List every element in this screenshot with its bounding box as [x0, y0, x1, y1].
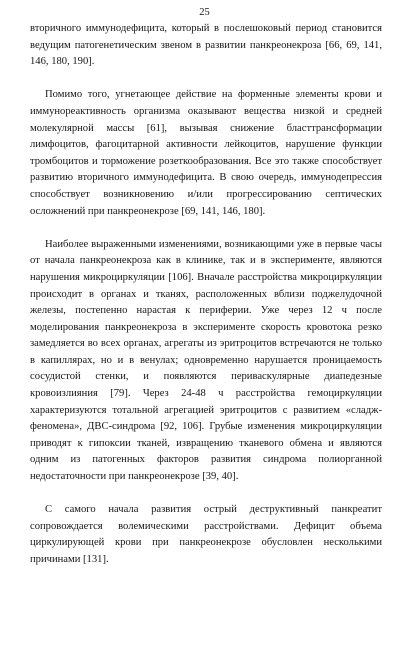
document-body [30, 21, 382, 585]
paragraph: Помимо того, угнетающее действие на форменные элементы крови и иммунореактивность организма оказывают вещества низкой и средней молекулярной массы [61], вызывая снижение бласттрансформации лимфоцитов, фагоцитарной активности лейкоцитов, нарушение функции тромбоцитов и торможение розеткообразования. Все это также способствует развитию вторичного иммунодефицита. В свою очередь, иммунодепрессия способствует возникновению и/или прогрессированию септических осложнений при панкреонекрозе [69, 141, 146, 180]. [30, 89, 382, 217]
paragraph: С самого начала развития острый деструктивный панкреатит сопровождается волемическими расстройствами. Дефицит объема циркулирующей крови при панкреонекрозе обусловлен несколькими причинами [131]. [30, 504, 382, 565]
paragraph-continuation: вторичного иммунодефицита, который в послешоковый период становится ведущим патогенетическим звеном в развитии панкреонекроза [66, 69, 141, 146, 180, 190]. [30, 23, 382, 68]
page-number: 25 [199, 7, 210, 18]
paragraph: Наиболее выраженными изменениями, возникающими уже в первые часы от начала панкреонекроза как в клинике, так и в эксперименте, являются нарушения микроциркуляции [106]. Вначале расстройства микроциркуляции происходит в органах и тканях, расположенных вблизи поджелудочной железы, постепенно нарастая к периферии. Уже через 12 ч после моделирования панкреонекроза в эксперименте скорость кровотока резко замедляется во всех органах, агрегаты из эритроцитов встречаются не только в капиллярах, но и в венулах; одновременно нарушается проницаемость сосудистой стенки, и появляются периваскулярные диапедезные кровоизлияния [79]. Через 24-48 ч расстройства гемоциркуляции характеризуются тотальной агрегацией эритроцитов с развитием «сладж-феномена», ДВС-синдрома [92, 106]. Грубые изменения микроциркуляции приводят к гипоксии тканей, извращению тканевого обмена и являются одним из патогенных факторов развития синдрома полиорганной недостаточности при панкреонекрозе [39, 40]. [30, 238, 382, 483]
